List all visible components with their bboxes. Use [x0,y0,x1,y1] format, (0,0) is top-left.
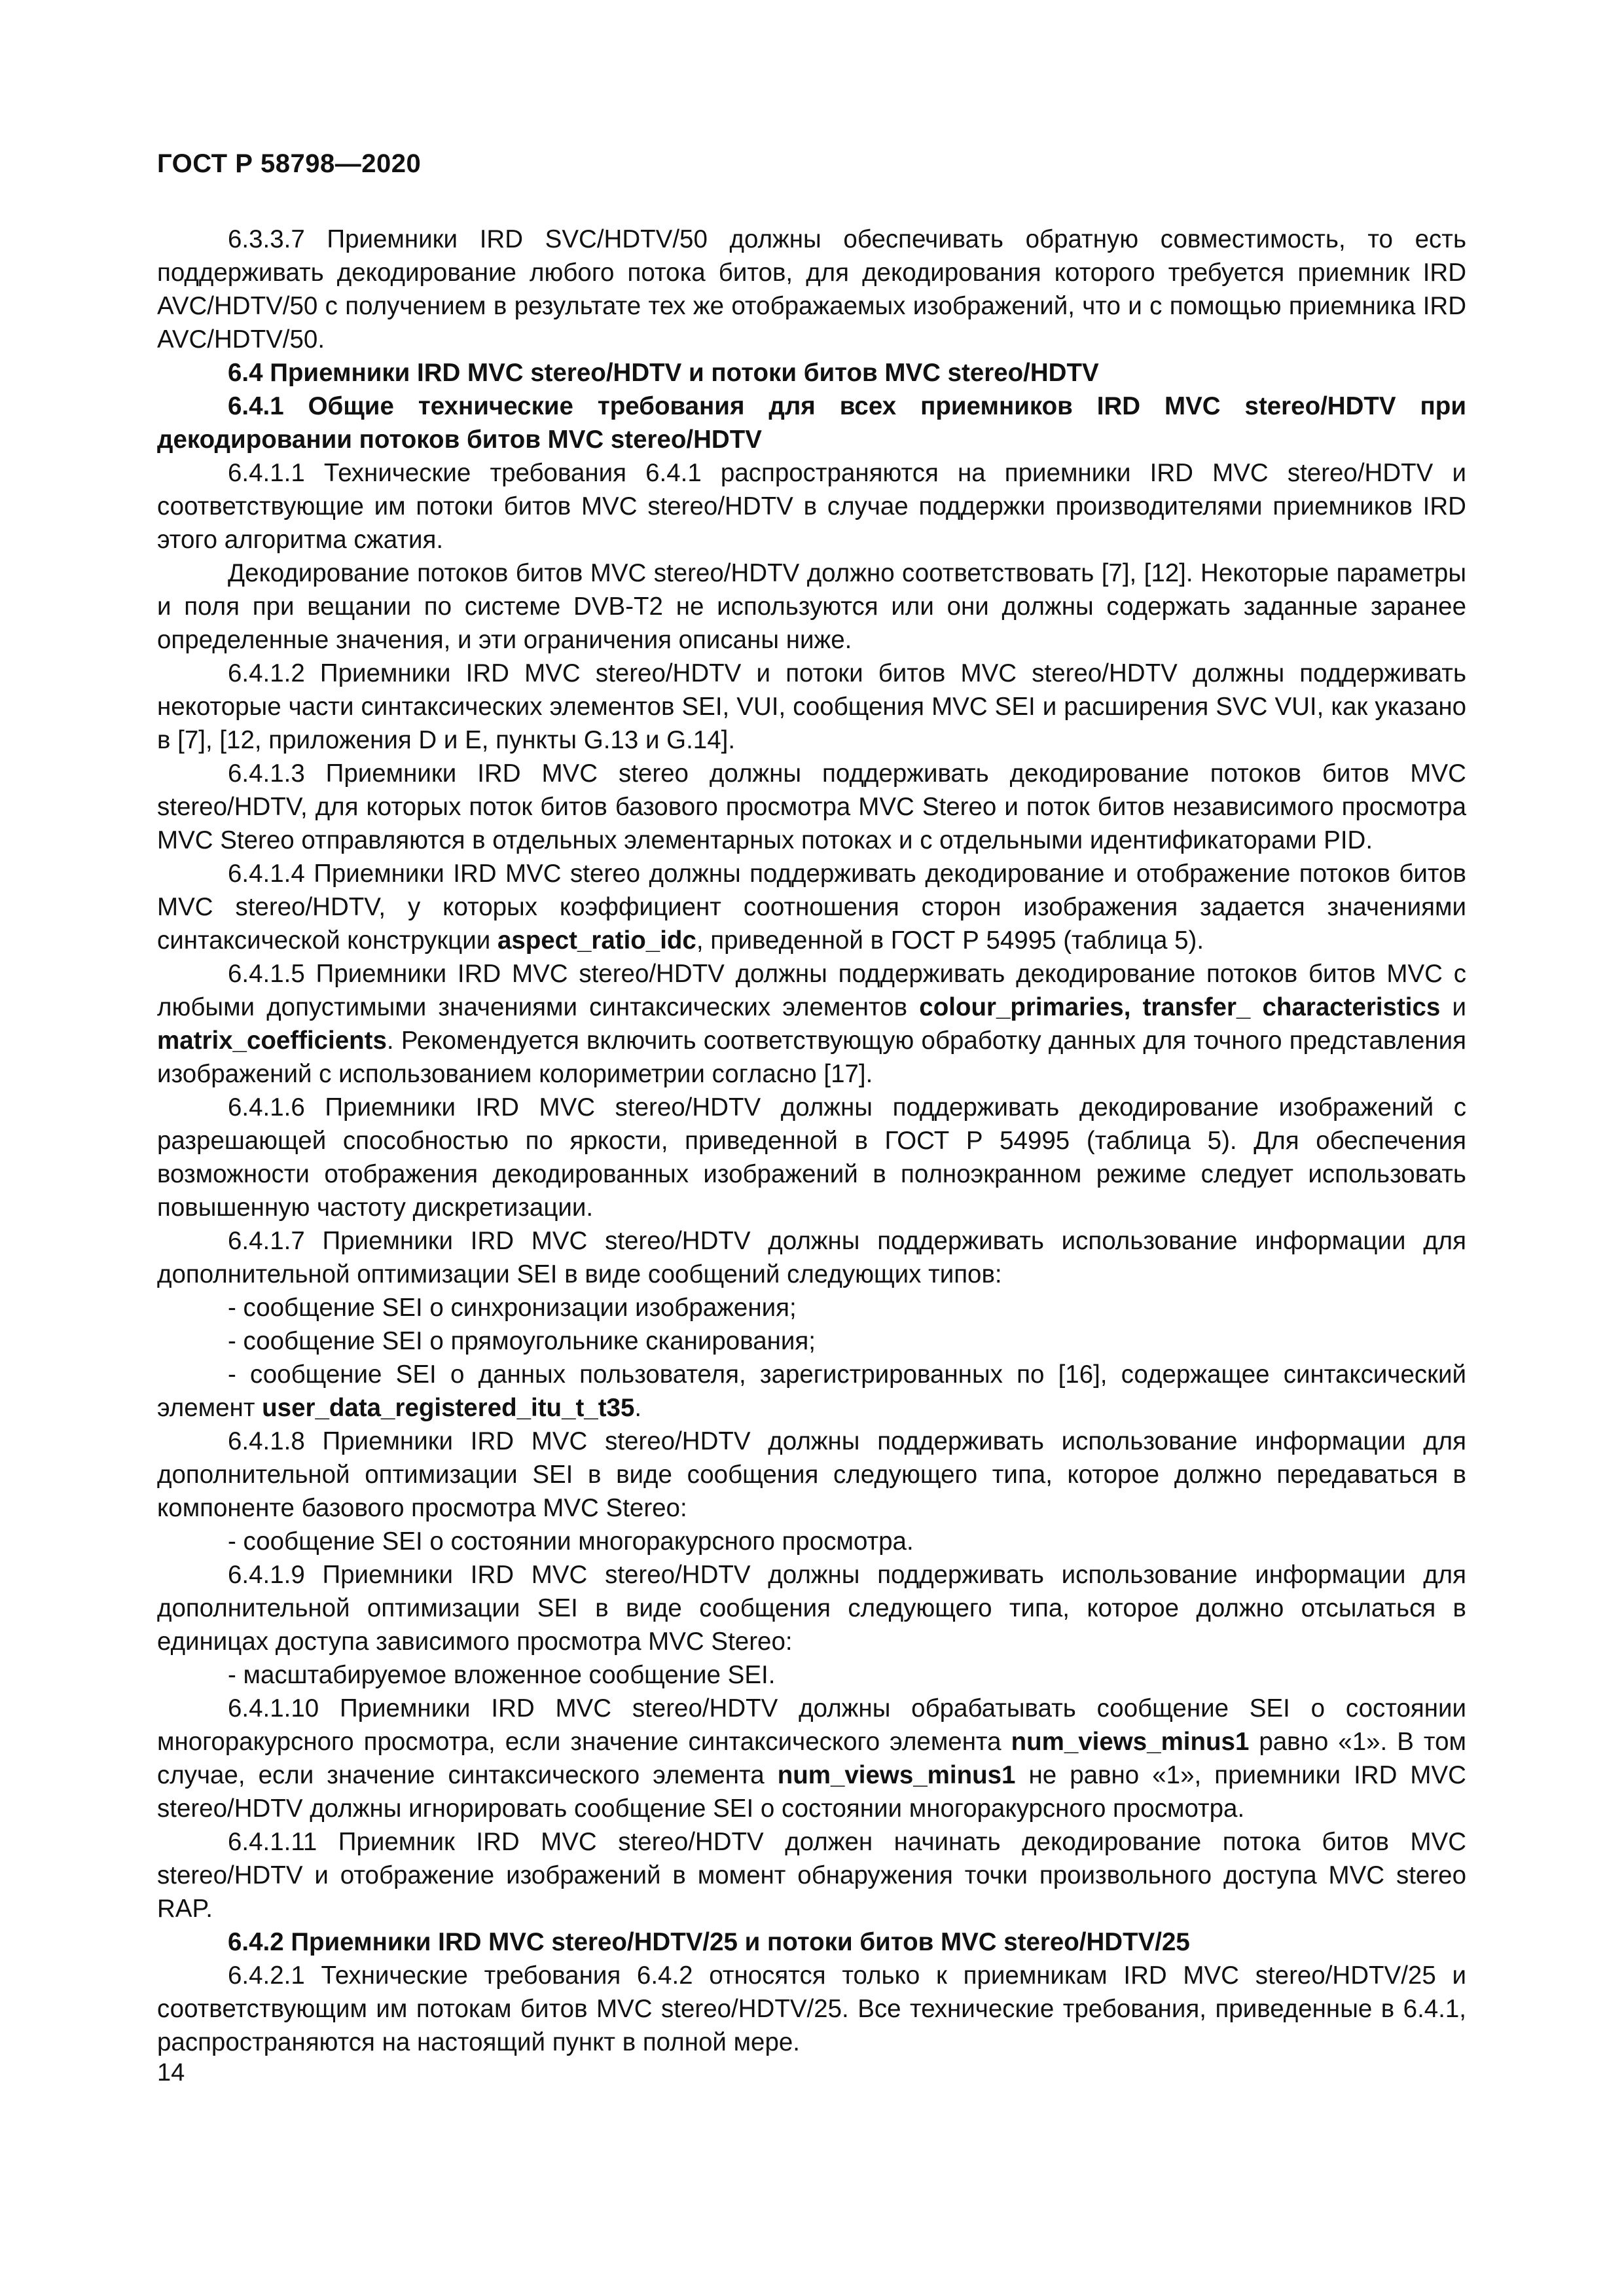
paragraph-6-4-1-3: 6.4.1.3 Приемники IRD MVC stereo должны поддерживать декодирование потоков битов MVC stereo/HDTV, для которых поток битов базового просмотра MVC Stereo и поток битов независимого просмотра MVC Stereo отправляются в отдельных элементарных потоках и с отдельными идентификаторами PID. [157,759,1466,854]
paragraph-6-4-1-6: 6.4.1.6 Приемники IRD MVC stereo/HDTV должны поддерживать декодирование изображений с разрешающей способностью по яркости, приведенной в ГОСТ Р 54995 (таблица 5). Для обеспечения возможности отображения декодированных изображений в полноэкранном режиме следует использовать повышенную частоту дискретизации. [157,1093,1466,1222]
text-run: - сообщение SEI о данных пользователя, зарегистрированных по [16], содержащее синтаксический элемент [157,1360,1466,1422]
syntax-element-term: num_views_minus1 [777,1761,1016,1789]
syntax-element-term: matrix_coefficients [157,1027,387,1055]
text-run: не равно «1», приемники IRD MVC stereo/HDTV должны игнорировать сообщение SEI о состоянии многоракурсного просмотра. [157,1761,1466,1823]
paragraph-6-4-1-1: 6.4.1.1 Технические требования 6.4.1 распространяются на приемники IRD MVC stereo/HDTV и соответствующие им потоки битов MVC stereo/HDTV в случае поддержки производителями приемников IRD этого алгоритма сжатия. [157,459,1466,554]
text-run: 6.4.1.5 Приемники IRD MVC stereo/HDTV должны поддерживать декодирование потоков битов MVC с любыми допустимыми значениями синтаксических элементов [157,960,1466,1021]
list-item: - сообщение SEI о состоянии многоракурсного просмотра. [228,1527,914,1556]
section-heading-6-4-2: 6.4.2 Приемники IRD MVC stereo/HDTV/25 и потоки битов MVC stereo/HDTV/25 [228,1928,1190,1956]
separator: , [1123,993,1143,1021]
paragraph-6-4-1-11: 6.4.1.11 Приемник IRD MVC stereo/HDTV должен начинать декодирование потока битов MVC stereo/HDTV и отображение изображений в момент обнаружения точки произвольного доступа MVC stereo RAP. [157,1828,1466,1923]
list-item: - сообщение SEI о прямоугольнике сканирования; [228,1327,816,1355]
section-heading-6-4-1: 6.4.1 Общие технические требования для всех приемников IRD MVC stereo/HDTV при декодировании потоков битов MVC stereo/HDTV [157,392,1466,454]
list-item: - сообщение SEI о синхронизации изображения; [228,1294,797,1322]
paragraph-6-4-1-9: 6.4.1.9 Приемники IRD MVC stereo/HDTV должны поддерживать использование информации для дополнительной оптимизации SEI в виде сообщения следующего типа, которое должно отсылаться в единицах доступа зависимого просмотра MVC Stereo: [157,1561,1466,1656]
paragraph-6-4-1-4 [157,857,1466,957]
section-heading-6-4: 6.4 Приемники IRD MVC stereo/HDTV и потоки битов MVC stereo/HDTV [228,359,1099,387]
syntax-element-term: aspect_ratio_idc [497,926,696,955]
text-run: , приведенной в ГОСТ Р 54995 (таблица 5). [696,926,1204,955]
text-run: . [634,1394,642,1422]
syntax-element-term: transfer_ characteristics [1142,993,1441,1021]
paragraph-6-4-1-5 [157,957,1466,1091]
text-run: . Рекомендуется включить соответствующую обработку данных для точного представления изображений с использованием колориметрии согласно [17]. [157,1027,1466,1088]
syntax-element-term: colour_primaries [919,993,1124,1021]
paragraph-6-4-1-10 [157,1692,1466,1825]
syntax-element-term: num_views_minus1 [1011,1728,1250,1756]
document-header: ГОСТ Р 58798—2020 [157,149,422,178]
document-body [157,223,1466,2059]
text-run: 6.4.1.4 Приемники IRD MVC stereo должны поддерживать декодирование и отображение потоков битов MVC stereo/HDTV, у которых коэффициент соотношения сторон изображения задается значениями синтаксической конструкции [157,860,1466,955]
paragraph-6-4-1-7: 6.4.1.7 Приемники IRD MVC stereo/HDTV должны поддерживать использование информации для дополнительной оптимизации SEI в виде сообщений следующих типов: [157,1227,1466,1288]
syntax-element-term: user_data_registered_itu_t_t35 [262,1394,635,1422]
paragraph-6-4-2-1: 6.4.2.1 Технические требования 6.4.2 относятся только к приемникам IRD MVC stereo/HDTV/25 и соответствующим им потокам битов MVC stereo/HDTV/25. Все технические требования, приведенные в 6.4.1, распространяются на настоящий пункт в полной мере. [157,1961,1466,2056]
separator: и [1440,993,1466,1021]
page-number: 14 [157,2059,185,2086]
paragraph-6-4-1-2: 6.4.1.2 Приемники IRD MVC stereo/HDTV и потоки битов MVC stereo/HDTV должны поддерживать некоторые части синтаксических элементов SEI, VUI, сообщения MVC SEI и расширения SVC VUI, как указано в [7], [12, приложения D и E, пункты G.13 и G.14]. [157,659,1466,754]
paragraph-6-4-1-1-continued: Декодирование потоков битов MVC stereo/HDTV должно соответствовать [7], [12]. Некоторые параметры и поля при вещании по системе DVB-T2 не используются или они должны содержать заданные заранее определенные значения, и эти ограничения описаны ниже. [157,559,1466,654]
paragraph-6-3-3-7: 6.3.3.7 Приемники IRD SVC/HDTV/50 должны обеспечивать обратную совместимость, то есть поддерживать декодирование любого потока битов, для декодирования которого требуется приемник IRD AVC/HDTV/50 с получением в результате тех же отображаемых изображений, что и с помощью приемника IRD AVC/HDTV/50. [157,225,1466,354]
list-item [157,1358,1466,1425]
text-run: 6.4.1.10 Приемники IRD MVC stereo/HDTV должны обрабатывать сообщение SEI о состоянии многоракурсного просмотра, если значение синтаксического элемента [157,1694,1466,1756]
list-item: - масштабируемое вложенное сообщение SEI. [228,1661,776,1689]
paragraph-6-4-1-8: 6.4.1.8 Приемники IRD MVC stereo/HDTV должны поддерживать использование информации для дополнительной оптимизации SEI в виде сообщения следующего типа, которое должно передаваться в компоненте базового просмотра MVC Stereo: [157,1427,1466,1522]
text-run: равно «1». В том случае, если значение синтаксического элемента [157,1728,1466,1789]
